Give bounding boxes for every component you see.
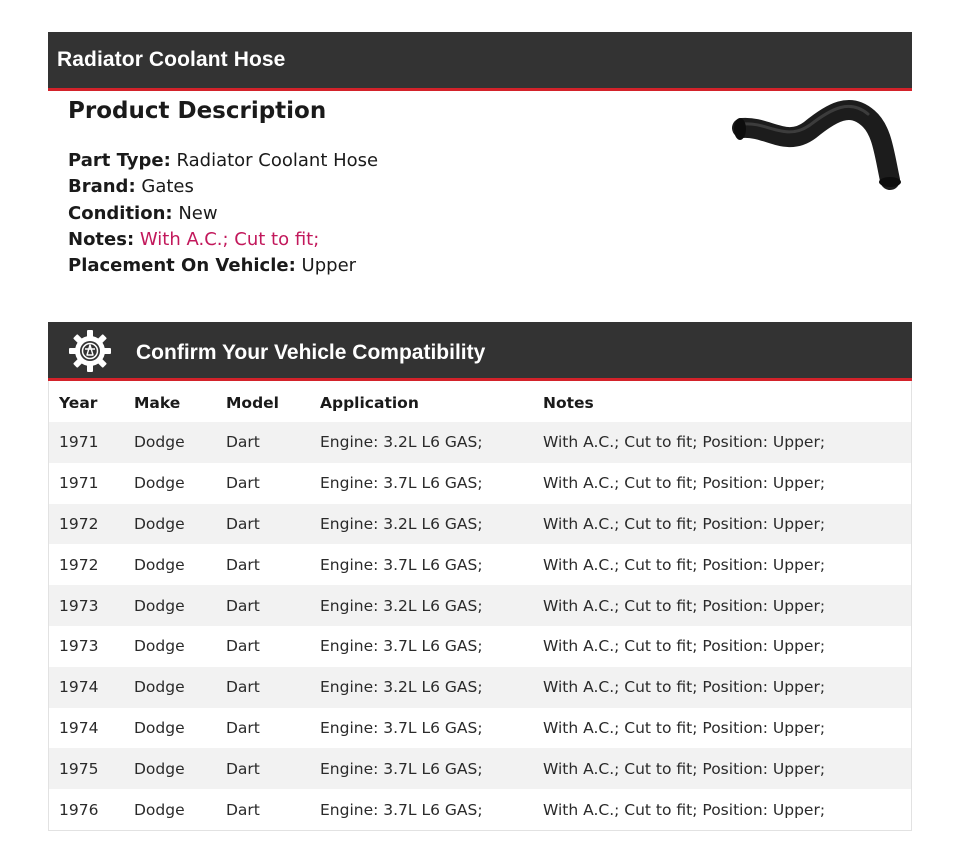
make-cell: Dodge (134, 422, 226, 463)
field-label: Brand: (68, 176, 136, 198)
field-label: Placement On Vehicle: (68, 255, 296, 277)
field-brand (68, 174, 708, 200)
application-cell: Engine: 3.7L L6 GAS; (320, 555, 483, 574)
table-row (49, 544, 911, 585)
year-cell: 1975 (49, 748, 134, 789)
make-cell: Dodge (134, 748, 226, 789)
title-bar (48, 32, 912, 91)
field-placement (68, 253, 708, 279)
compatibility-bar (48, 322, 912, 381)
make-cell: Dodge (134, 585, 226, 626)
column-header-model: Model (226, 394, 279, 412)
table-row (49, 667, 911, 708)
application-cell: Engine: 3.7L L6 GAS; (320, 800, 483, 819)
year-cell: 1972 (59, 555, 99, 574)
application-cell: Engine: 3.2L L6 GAS; (320, 422, 543, 463)
compatibility-heading: Confirm Your Vehicle Compatibility (136, 341, 486, 364)
radiator-hose-image (728, 96, 906, 192)
make-cell: Dodge (134, 474, 185, 493)
year-cell: 1974 (49, 667, 134, 708)
table-row (49, 463, 911, 504)
field-value: Radiator Coolant Hose (176, 150, 379, 171)
notes-cell: With A.C.; Cut to fit; Position: Upper; (543, 474, 826, 493)
table-row (49, 748, 911, 789)
model-cell: Dart (226, 667, 320, 708)
table-row (49, 585, 911, 626)
application-cell: Engine: 3.7L L6 GAS; (320, 718, 483, 737)
model-cell: Dart (226, 474, 260, 493)
model-cell: Dart (226, 800, 260, 819)
table-row (49, 504, 911, 545)
year-cell: 1973 (49, 585, 134, 626)
application-cell: Engine: 3.2L L6 GAS; (320, 504, 543, 545)
model-cell: Dart (226, 748, 320, 789)
notes-cell: With A.C.; Cut to fit; Position: Upper; (543, 667, 911, 708)
field-label: Part Type: (68, 150, 171, 171)
notes-cell: With A.C.; Cut to fit; Position: Upper; (543, 800, 826, 819)
table-row (49, 626, 911, 667)
table-row (49, 422, 911, 463)
table-row (49, 789, 911, 830)
year-cell: 1976 (59, 800, 99, 819)
model-cell: Dart (226, 585, 320, 626)
model-cell: Dart (226, 422, 320, 463)
field-condition (68, 201, 708, 227)
year-cell: 1971 (59, 474, 99, 493)
compatibility-table-wrapper (48, 381, 912, 831)
field-value: New (178, 202, 218, 224)
application-cell: Engine: 3.2L L6 GAS; (320, 585, 543, 626)
make-cell: Dodge (134, 667, 226, 708)
column-header-year: Year (59, 394, 98, 412)
field-value: With A.C.; Cut to fit; (139, 228, 320, 250)
field-value: Gates (141, 176, 194, 198)
field-notes (68, 227, 708, 253)
field-part-type (68, 148, 708, 174)
make-cell: Dodge (134, 504, 226, 545)
compatibility-table (49, 381, 911, 830)
model-cell: Dart (226, 555, 260, 574)
field-label: Condition: (68, 202, 173, 224)
field-label: Notes: (68, 228, 135, 250)
model-cell: Dart (226, 718, 260, 737)
column-header-notes: Notes (543, 394, 594, 412)
notes-cell: With A.C.; Cut to fit; Position: Upper; (543, 637, 826, 656)
make-cell: Dodge (134, 555, 185, 574)
notes-cell: With A.C.; Cut to fit; Position: Upper; (543, 504, 911, 545)
make-cell: Dodge (134, 718, 185, 737)
description-heading: Product Description (68, 98, 327, 124)
field-value: Upper (301, 255, 357, 277)
table-row (49, 708, 911, 749)
model-cell: Dart (226, 504, 320, 545)
notes-cell: With A.C.; Cut to fit; Position: Upper; (543, 422, 911, 463)
gear-icon (68, 329, 112, 373)
application-cell: Engine: 3.7L L6 GAS; (320, 637, 483, 656)
application-cell: Engine: 3.7L L6 GAS; (320, 748, 543, 789)
make-cell: Dodge (134, 637, 185, 656)
year-cell: 1971 (49, 422, 134, 463)
notes-cell: With A.C.; Cut to fit; Position: Upper; (543, 585, 911, 626)
year-cell: 1974 (59, 718, 99, 737)
product-description (68, 96, 708, 279)
application-cell: Engine: 3.2L L6 GAS; (320, 667, 543, 708)
make-cell: Dodge (134, 800, 185, 819)
notes-cell: With A.C.; Cut to fit; Position: Upper; (543, 748, 911, 789)
table-header-row (49, 381, 911, 422)
model-cell: Dart (226, 637, 260, 656)
notes-cell: With A.C.; Cut to fit; Position: Upper; (543, 555, 826, 574)
column-header-make: Make (134, 394, 181, 412)
page-title: Radiator Coolant Hose (57, 48, 286, 71)
application-cell: Engine: 3.7L L6 GAS; (320, 474, 483, 493)
notes-cell: With A.C.; Cut to fit; Position: Upper; (543, 718, 826, 737)
table-body (49, 422, 911, 830)
column-header-application: Application (320, 394, 419, 412)
year-cell: 1972 (49, 504, 134, 545)
year-cell: 1973 (59, 637, 99, 656)
